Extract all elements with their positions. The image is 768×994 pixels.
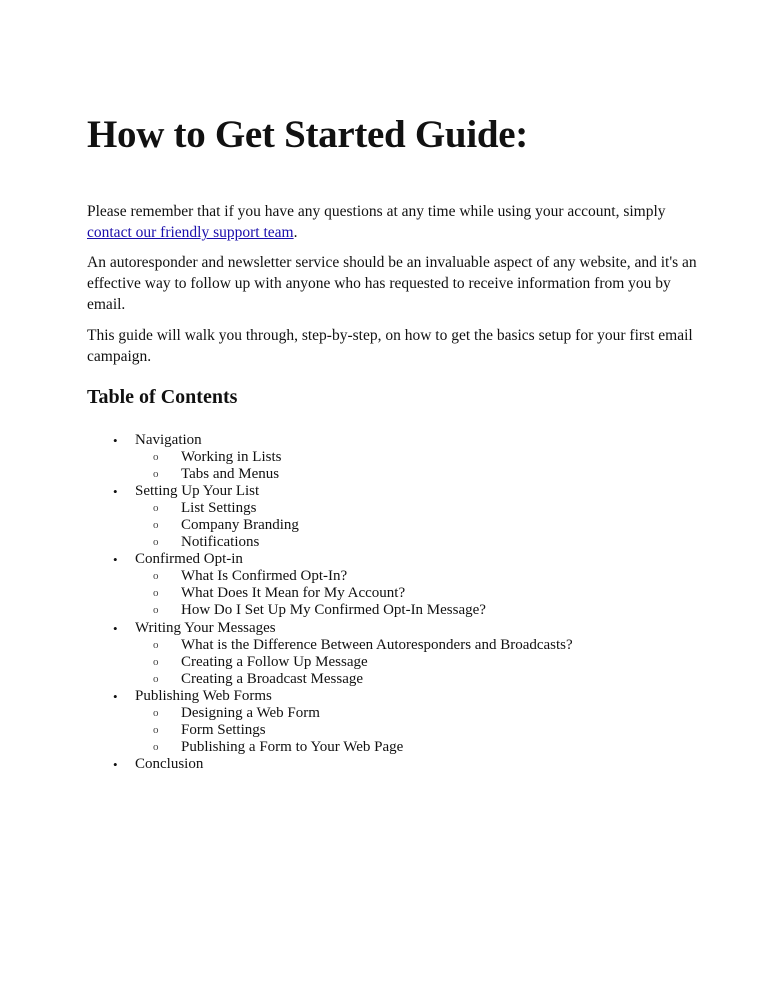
support-link[interactable]: contact our friendly support team [87, 224, 294, 241]
toc-subitem[interactable] [87, 585, 573, 602]
toc-item[interactable] [87, 620, 573, 637]
toc-subitem-label: Company Branding [181, 517, 299, 534]
toc-subitem-label: Notifications [181, 534, 260, 551]
circle-bullet-icon: o [153, 570, 159, 583]
toc-item-label: Navigation [135, 432, 202, 448]
toc-subitem[interactable] [87, 739, 573, 756]
circle-bullet-icon: o [153, 655, 159, 668]
toc-item-label: Conclusion [135, 755, 204, 772]
circle-bullet-icon: o [153, 723, 159, 736]
guide-paragraph: This guide will walk you through, step-by-step, on how to get the basics setup for your first email campaign. [87, 327, 693, 365]
circle-bullet-icon: o [153, 740, 159, 753]
toc-subitem-label: How Do I Set Up My Confirmed Opt-In Message? [181, 602, 486, 619]
toc-subitem[interactable] [87, 466, 573, 483]
toc-subitem[interactable] [87, 637, 573, 654]
circle-bullet-icon: o [153, 706, 159, 719]
toc-subitem-label: Publishing a Form to Your Web Page [181, 738, 404, 755]
bullet-icon: • [113, 756, 118, 772]
bullet-icon: • [113, 484, 118, 500]
toc-subitem[interactable] [87, 602, 573, 619]
intro-punct: . [293, 224, 298, 241]
intro-paragraph [87, 201, 707, 243]
description-paragraph: An autoresponder and newsletter service should be an invaluable aspect of any website, and it's an effective way to follow up with anyone who has requested to receive information from you by email. [87, 254, 697, 313]
toc-subitem[interactable] [87, 449, 573, 466]
circle-bullet-icon: o [153, 502, 159, 515]
toc-subitem-label: Designing a Web Form [181, 704, 320, 721]
toc-item[interactable] [87, 551, 573, 568]
toc-heading: Table of Contents [87, 386, 238, 408]
toc-subitem-label: What is the Difference Between Autoresponders and Broadcasts? [181, 636, 573, 653]
toc-item-label: Publishing Web Forms [135, 687, 272, 704]
toc-subitem-label: List Settings [181, 500, 257, 517]
circle-bullet-icon: o [153, 536, 159, 549]
toc-subitem-label: Creating a Broadcast Message [181, 670, 364, 687]
toc-subitem-label: Tabs and Menus [181, 466, 280, 483]
toc-item[interactable] [87, 756, 573, 773]
toc-item-label: Writing Your Messages [135, 619, 276, 636]
bullet-icon: • [113, 552, 118, 568]
circle-bullet-icon: o [153, 468, 159, 481]
intro-text: Please remember that if you have any questions at any time while using your account, simply [87, 203, 666, 220]
toc-subitem[interactable] [87, 722, 573, 739]
toc-subitem-label: Form Settings [181, 721, 266, 738]
toc-subitem-label: What Does It Mean for My Account? [181, 585, 406, 602]
circle-bullet-icon: o [153, 451, 159, 464]
toc-subitem-label: What Is Confirmed Opt-In? [181, 568, 348, 585]
page-title: How to Get Started Guide: [87, 113, 528, 156]
toc-subitem[interactable] [87, 671, 573, 688]
toc-subitem[interactable] [87, 705, 573, 722]
toc-subitem[interactable] [87, 654, 573, 671]
toc-subitem-label: Working in Lists [181, 449, 282, 466]
toc-item[interactable] [87, 688, 573, 705]
toc-item[interactable] [87, 483, 573, 500]
toc-subitem[interactable] [87, 500, 573, 517]
bullet-icon: • [113, 688, 118, 704]
toc-item-label: Setting Up Your List [135, 483, 260, 500]
table-of-contents [87, 432, 573, 773]
circle-bullet-icon: o [153, 519, 159, 532]
circle-bullet-icon: o [153, 638, 159, 651]
bullet-icon: • [113, 433, 118, 448]
toc-item-label: Confirmed Opt-in [135, 551, 243, 568]
circle-bullet-icon: o [153, 604, 159, 617]
toc-subitem[interactable] [87, 517, 573, 534]
toc-subitem[interactable] [87, 568, 573, 585]
circle-bullet-icon: o [153, 587, 159, 600]
bullet-icon: • [113, 620, 118, 636]
toc-item[interactable] [87, 432, 573, 449]
toc-subitem-label: Creating a Follow Up Message [181, 653, 368, 670]
toc-subitem[interactable] [87, 534, 573, 551]
circle-bullet-icon: o [153, 672, 159, 685]
